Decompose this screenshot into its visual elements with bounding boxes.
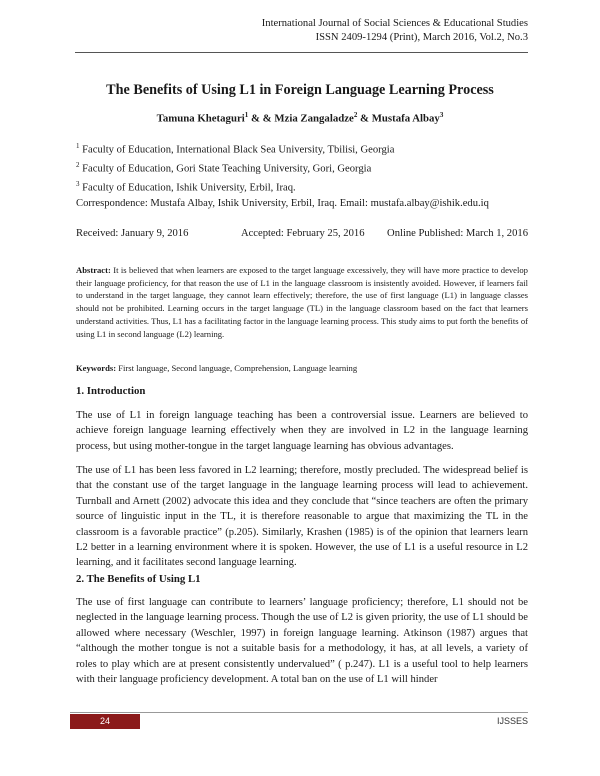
- keywords: [76, 363, 528, 373]
- author-sup: 2: [353, 111, 358, 119]
- author-line: [0, 111, 600, 125]
- affiliation-text: Faculty of Education, International Black Sea University, Tbilisi, Georgia: [82, 144, 395, 156]
- publication-dates: [76, 228, 528, 239]
- page-footer: [70, 712, 528, 729]
- keywords-label: Keywords:: [76, 363, 117, 373]
- affiliation-text: Faculty of Education, Gori State Teaching University, Gori, Georgia: [82, 163, 372, 175]
- author-name: Tamuna Khetaguri: [156, 112, 245, 125]
- affiliation: [76, 139, 489, 158]
- author-sup: 3: [439, 111, 444, 119]
- section-heading-benefits: 2. The Benefits of Using L1: [76, 573, 201, 585]
- journal-name: International Journal of Social Sciences & Educational Studies: [261, 18, 528, 29]
- author-name: Mzia Zangaladze: [274, 112, 354, 125]
- author-sup: 1: [244, 111, 249, 119]
- header-rule: [75, 52, 528, 53]
- intro-paragraph-1: The use of L1 in foreign language teaching has been a controversial issue. Learners are believed to achieve foreign language learning effectively when they are involved in L2 in the language learning process, but using mother-tongue in the target language learning has obvious advantages.: [76, 410, 528, 452]
- abstract-label: Abstract:: [76, 265, 111, 275]
- intro-paragraph-2: The use of L1 has been less favored in L2 learning; therefore, mostly precluded. The widespread belief is that the constant use of the target language in the language learning process will lead to achievement. Turnball and Arnett (2002) advocate this idea and they conclude that “since teachers are often the primary source of linguistic input in the TL, it is therefore reasonable to argue that maximizing the TL in the classroom is a favorable practice” (p.205). Similarly, Krashen (1985) is of the opinion that learners learn L2 better in a learning environment where it is spoken. However, the use of L1 is a useful resource in L2 learning, and it facilitates second language learning.: [76, 465, 528, 569]
- abstract: [76, 264, 528, 340]
- benefits-paragraph-1: The use of first language can contribute to learners’ language proficiency; therefore, L1 should not be neglected in the language learning process. Though the use of L2 is given priority, the use of L1 should be allowed where necessary (Weschler, 1997) in foreign language learning. Atkinson (1987) argues that “although the mother tongue is not a suitable basis for a methodology, it has, at all levels, a variety of roles to play which are at present consistently undervalued” ( p.247). L1 is a useful tool to help learners with their language proficiency development. A total ban on the use of L1 will hinder: [76, 597, 528, 686]
- accepted-date: Accepted: February 25, 2016: [240, 228, 365, 239]
- abstract-text: It is believed that when learners are exposed to the target language excessively, they will have more practice to develop their language proficiency, for that reason the use of L1 in the language classroom is insistently avoided. However, if learners fail to understand in the target language, they cannot learn effectively; therefore, the use of first language (L1) in language classes should not be prohibited. Learning occurs in the target language (TL) in the language classroom based on the fact that learners understand activities. Thus, L1 has a facilitating factor in the language learning process. This study aims to put forth the benefits of using L1 in second language (L2) learning.: [76, 265, 528, 339]
- footer-journal-abbrev: IJSSES: [496, 716, 528, 726]
- author-separator: &: [357, 112, 372, 125]
- page-number: 24: [70, 714, 140, 729]
- affiliation-text: Faculty of Education, Ishik University, Erbil, Iraq.: [82, 182, 296, 194]
- journal-issn: ISSN 2409-1294 (Print), March 2016, Vol.2, No.3: [315, 32, 528, 43]
- paper-title: The Benefits of Using L1 in Foreign Language Learning Process: [106, 82, 494, 98]
- received-date: Received: January 9, 2016: [76, 228, 189, 239]
- affiliations: [76, 139, 489, 211]
- correspondence: Correspondence: Mustafa Albay, Ishik University, Erbil, Iraq. Email: mustafa.albay@ishik.edu.iq: [76, 197, 489, 209]
- affiliation: [76, 158, 489, 177]
- affiliation-sup: 3: [76, 179, 80, 188]
- author-separator: & &: [248, 112, 275, 125]
- affiliation-sup: 2: [76, 160, 80, 169]
- section-heading-introduction: 1. Introduction: [76, 385, 146, 397]
- affiliation: [76, 177, 489, 196]
- affiliation-sup: 1: [76, 142, 80, 150]
- author-name: Mustafa Albay: [371, 112, 440, 125]
- published-date: Online Published: March 1, 2016: [387, 228, 528, 239]
- journal-header: [262, 17, 528, 45]
- keywords-text: First language, Second language, Comprehension, Language learning: [118, 363, 358, 373]
